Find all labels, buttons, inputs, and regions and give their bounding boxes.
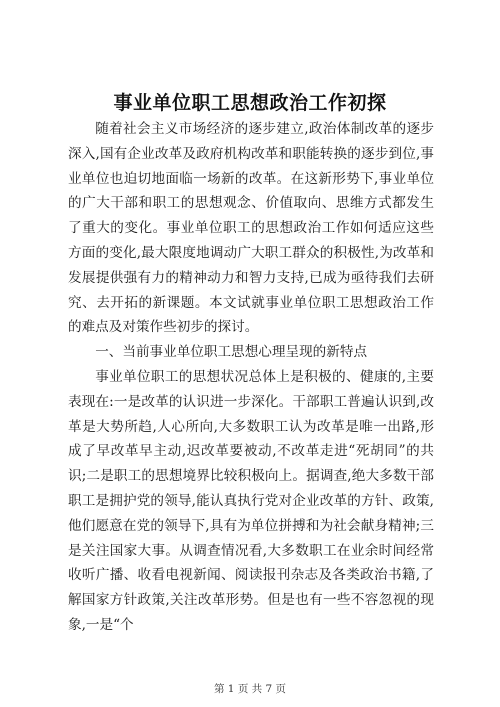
document-body <box>68 117 434 638</box>
document-title: 事业单位职工思想政治工作初探 <box>113 92 387 114</box>
intro-paragraph: 随着社会主义市场经济的逐步建立,政治体制改革的逐步深入,国有企业改革及政府机构改革和职能转换的逐步到位,事业单位也迫切地面临一场新的改革。在这新形势下,事业单位的广大干部和职工的思想观念、价值取向、思维方式都发生了重大的变化。事业单位职工的思想政治工作如何适应这些方面的变化,最大限度地调动广大职工群众的积极性,为改革和发展提供强有力的精神动力和智力支持,已成为亟待我们去研究、去开拓的新课题。本文试就事业单位职工思想政治工作的难点及对策作些初步的探讨。 <box>68 121 434 336</box>
section-heading: 一、当前事业单位职工思想心理呈现的新特点 <box>95 344 368 361</box>
section-paragraph: 事业单位职工的思想状况总体上是积极的、健康的,主要表现在:一是改革的认识进一步深化。干部职工普遍认识到,改革是大势所趋,人心所向,大多数职工认为改革是唯一出路,形成了早改革早主动,迟改革要被动,不改革走进“死胡同”的共识;二是职工的思想境界比较积极向上。据调查,绝大多数干部职工是拥护党的领导,能认真执行党对企业改革的方针、政策,他们愿意在党的领导下,具有为单位拼搏和为社会献身精神;三是关注国家大事。从调查情况看,大多数职工在业余时间经常收听广播、收看电视新闻、阅读报刊杂志及各类政治书籍,了解国家方针政策,关注改革形势。但是也有一些不容忽视的现象,一是“个 <box>68 368 434 633</box>
page-footer: 第 1 页 共 7 页 <box>213 683 287 695</box>
